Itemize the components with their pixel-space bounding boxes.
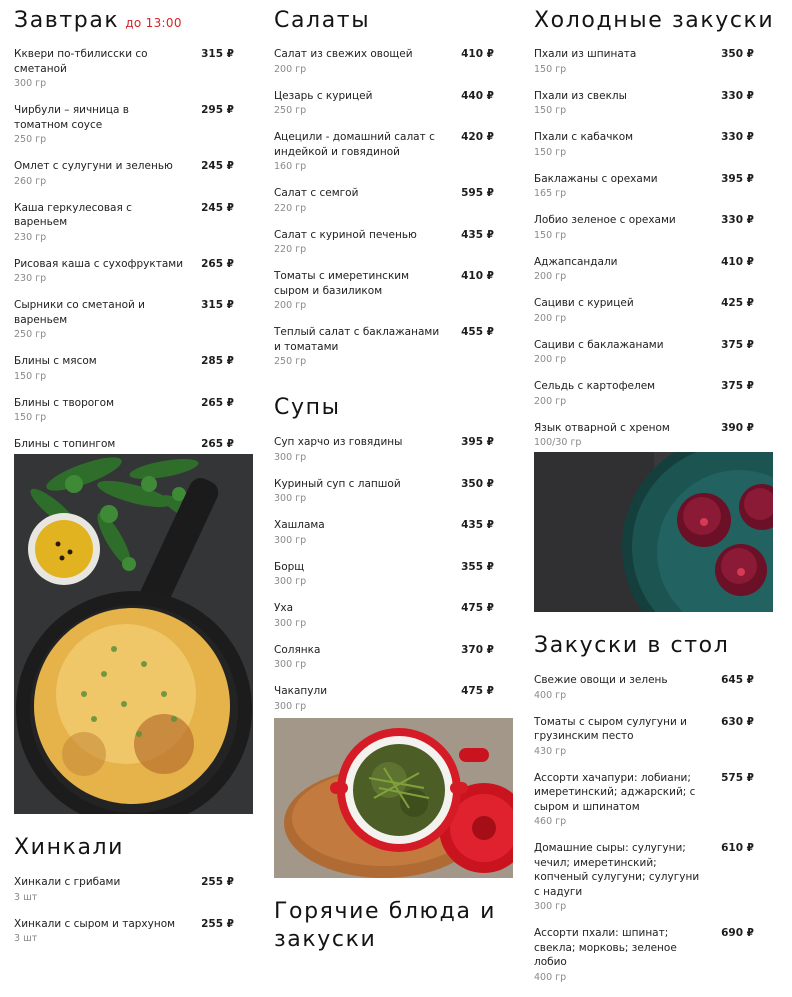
- menu-item: [274, 186, 494, 215]
- item-name: Борщ: [274, 560, 305, 573]
- item-name: Сырники со сметаной и вареньем: [14, 299, 145, 326]
- item-name: Томаты с имеретинским сыром и базиликом: [274, 270, 410, 297]
- item-name: Суп харчо из говядины: [274, 436, 403, 448]
- soups-section-title: Супы: [274, 395, 341, 420]
- table-snacks-items: [534, 673, 754, 997]
- item-name: Рисовая каша с сухофруктами: [14, 257, 184, 270]
- item-price: 645 ₽: [721, 674, 754, 686]
- menu-item: [534, 771, 754, 829]
- item-price: 410 ₽: [461, 270, 494, 282]
- item-price: 390 ₽: [721, 421, 754, 434]
- item-price: 375 ₽: [721, 338, 754, 351]
- item-price: 330 ₽: [721, 131, 754, 143]
- menu-item: [534, 841, 754, 913]
- item-name: Сациви с баклажанами: [534, 338, 664, 351]
- menu-item: [534, 89, 754, 118]
- item-price: 350 ₽: [461, 477, 494, 490]
- menu-item: [14, 917, 234, 946]
- item-name: Пхали из свеклы: [534, 89, 627, 102]
- item-name: Блины с мясом: [14, 355, 97, 367]
- menu-item: [14, 354, 234, 383]
- item-weight: 300 гр: [274, 617, 307, 629]
- item-weight: 300 гр: [274, 534, 307, 546]
- cold-snacks-items: [534, 47, 754, 462]
- breakfast-time-note: до 13:00: [125, 16, 182, 30]
- pkhali-plate-illustration: [534, 452, 773, 612]
- item-weight: 430 гр: [534, 745, 567, 757]
- item-price: 610 ₽: [721, 842, 754, 854]
- item-weight: 150 гр: [534, 63, 567, 75]
- menu-item: [14, 47, 234, 90]
- item-name: Хинкали с сыром и тархуном: [14, 917, 176, 930]
- item-weight: 250 гр: [14, 134, 47, 145]
- item-weight: 220 гр: [274, 244, 307, 255]
- menu-item: [14, 159, 234, 188]
- item-price: 315 ₽: [201, 48, 234, 60]
- item-name: Каша геркулесовая с вареньем: [14, 201, 132, 228]
- item-weight: 300 гр: [274, 700, 307, 712]
- item-price: 395 ₽: [721, 172, 754, 185]
- salads-section-title: Салаты: [274, 8, 371, 33]
- item-price: 575 ₽: [721, 771, 754, 784]
- item-name: Уха: [274, 602, 294, 614]
- item-price: 475 ₽: [461, 685, 494, 697]
- table-snacks-section-title: Закуски в стол: [534, 633, 730, 658]
- menu-item: [274, 518, 494, 547]
- item-price: 265 ₽: [201, 396, 234, 409]
- menu-item: [14, 201, 234, 244]
- item-weight: 230 гр: [14, 273, 47, 284]
- item-weight: 200 гр: [274, 63, 307, 75]
- menu-item: [274, 560, 494, 589]
- menu-item: [14, 257, 234, 286]
- salads-items: [274, 47, 494, 381]
- item-name: Сациви с курицей: [534, 297, 634, 309]
- item-weight: 150 гр: [14, 370, 47, 382]
- item-name: Салат из свежих овощей: [274, 48, 413, 60]
- menu-item: [534, 213, 754, 242]
- item-price: 475 ₽: [461, 602, 494, 614]
- item-name: Блины с топингом: [14, 438, 116, 450]
- item-weight: 250 гр: [14, 329, 47, 340]
- breakfast-title-text: Завтрак: [14, 8, 120, 33]
- item-weight: 400 гр: [534, 971, 567, 983]
- menu-item: [14, 298, 234, 341]
- item-price: 330 ₽: [721, 214, 754, 226]
- item-weight: 260 гр: [14, 175, 47, 187]
- menu-item: [534, 255, 754, 284]
- menu-item: [274, 47, 494, 76]
- menu-item: [14, 875, 234, 904]
- item-price: 425 ₽: [721, 297, 754, 309]
- item-name: Цезарь с курицей: [274, 89, 373, 102]
- item-price: 370 ₽: [461, 643, 494, 656]
- item-weight: 150 гр: [534, 105, 567, 116]
- item-price: 255 ₽: [201, 876, 234, 888]
- item-price: 350 ₽: [721, 48, 754, 60]
- item-name: Пхали из шпината: [534, 48, 637, 60]
- item-weight: 230 гр: [14, 231, 47, 243]
- item-weight: 150 гр: [534, 229, 567, 241]
- item-weight: 3 шт: [14, 891, 38, 903]
- omelette-skillet-illustration: [14, 454, 253, 814]
- item-weight: 250 гр: [274, 105, 307, 116]
- item-price: 455 ₽: [461, 326, 494, 338]
- item-name: Куриный суп с лапшой: [274, 477, 401, 490]
- menu-item: [274, 684, 494, 713]
- menu-item: [534, 338, 754, 367]
- menu-item: [534, 715, 754, 758]
- menu-item: [274, 228, 494, 257]
- omelette-skillet-photo: [14, 454, 253, 814]
- item-weight: 200 гр: [534, 271, 567, 282]
- item-price: 410 ₽: [721, 255, 754, 268]
- menu-item: [274, 269, 494, 312]
- item-name: Ацецили - домашний салат с индейкой и говядиной: [274, 131, 435, 158]
- item-price: 690 ₽: [721, 927, 754, 939]
- item-weight: 300 гр: [534, 901, 567, 912]
- item-weight: 165 гр: [534, 188, 567, 199]
- breakfast-items: [14, 47, 234, 479]
- item-price: 330 ₽: [721, 89, 754, 102]
- item-price: 265 ₽: [201, 438, 234, 450]
- cold-snacks-section-title: Холодные закуски: [534, 8, 775, 33]
- item-weight: 300 гр: [274, 659, 307, 670]
- item-name: Чакапули: [274, 685, 328, 697]
- item-name: Ассорти пхали: шпинат; свекла; морковь; зеленое лобио: [534, 927, 677, 968]
- item-name: Сельдь с картофелем: [534, 380, 656, 392]
- item-price: 315 ₽: [201, 299, 234, 311]
- khinkali-section-title: Хинкали: [14, 835, 125, 860]
- menu-item: [14, 103, 234, 146]
- menu-item: [274, 435, 494, 464]
- item-price: 245 ₽: [201, 201, 234, 214]
- menu-item: [274, 325, 494, 368]
- item-weight: 150 гр: [534, 146, 567, 158]
- item-price: 355 ₽: [461, 560, 494, 573]
- menu-item: [534, 296, 754, 325]
- khinkali-items: [14, 875, 234, 958]
- item-name: Солянка: [274, 643, 321, 656]
- item-price: 395 ₽: [461, 436, 494, 448]
- item-name: Чирбули – яичница в томатном соусе: [14, 104, 129, 131]
- item-weight: 3 шт: [14, 933, 38, 944]
- menu-item: [274, 643, 494, 672]
- item-price: 435 ₽: [461, 519, 494, 531]
- item-weight: 300 гр: [274, 451, 307, 463]
- item-weight: 400 гр: [534, 689, 567, 701]
- breakfast-section-title: [14, 7, 182, 37]
- item-name: Свежие овощи и зелень: [534, 674, 668, 686]
- item-weight: 150 гр: [14, 412, 47, 423]
- item-name: Кквери по-тбилисски со сметаной: [14, 48, 148, 75]
- item-name: Язык отварной с хреном: [534, 421, 670, 434]
- item-weight: 300 гр: [14, 78, 47, 89]
- menu-item: [534, 130, 754, 159]
- item-price: 410 ₽: [461, 48, 494, 60]
- item-name: Пхали с кабачком: [534, 131, 634, 143]
- item-name: Хинкали с грибами: [14, 876, 121, 888]
- item-name: Хашлама: [274, 519, 325, 531]
- item-name: Аджапсандали: [534, 255, 618, 268]
- item-price: 255 ₽: [201, 917, 234, 930]
- item-weight: 460 гр: [534, 816, 567, 827]
- item-weight: 200 гр: [534, 312, 567, 324]
- item-name: Блины с творогом: [14, 396, 115, 409]
- menu-item: [534, 673, 754, 702]
- menu-item: [534, 47, 754, 76]
- item-price: 295 ₽: [201, 104, 234, 116]
- item-weight: 200 гр: [534, 354, 567, 365]
- item-weight: 160 гр: [274, 161, 307, 172]
- item-name: Лобио зеленое с орехами: [534, 214, 676, 226]
- green-soup-pot-photo: [274, 718, 513, 878]
- item-weight: 250 гр: [274, 356, 307, 367]
- item-price: 375 ₽: [721, 380, 754, 392]
- item-name: Томаты с сыром сулугуни и грузинским песто: [534, 715, 687, 742]
- item-name: Ассорти хачапури: лобиани; имеретинский; аджарский; с сыром и шпинатом: [534, 771, 696, 813]
- item-price: 285 ₽: [201, 355, 234, 367]
- hot-dishes-section-title: Горячие блюда и закуски: [274, 899, 497, 952]
- item-weight: 300 гр: [274, 493, 307, 504]
- item-weight: 200 гр: [274, 300, 307, 311]
- item-name: Домашние сыры: сулугуни; чечил; имеретинский; копченый сулугуни; сулугуни с надуги: [534, 842, 700, 898]
- menu-item: [534, 421, 754, 450]
- pkhali-plate-photo: [534, 452, 773, 612]
- menu-item: [274, 89, 494, 118]
- item-price: 245 ₽: [201, 160, 234, 172]
- item-price: 595 ₽: [461, 187, 494, 199]
- menu-item: [274, 130, 494, 173]
- menu-item: [274, 601, 494, 630]
- menu-item: [274, 477, 494, 506]
- item-name: Теплый салат с баклажанами и томатами: [274, 326, 440, 353]
- item-name: Салат с семгой: [274, 187, 359, 199]
- menu-item: [14, 396, 234, 425]
- item-price: 630 ₽: [721, 715, 754, 728]
- item-price: 420 ₽: [461, 131, 494, 143]
- item-price: 265 ₽: [201, 257, 234, 270]
- item-weight: 300 гр: [274, 576, 307, 587]
- item-weight: 220 гр: [274, 202, 307, 214]
- item-name: Салат с куриной печенью: [274, 228, 417, 241]
- item-price: 440 ₽: [461, 89, 494, 102]
- item-price: 435 ₽: [461, 228, 494, 241]
- item-name: Омлет с сулугуни и зеленью: [14, 160, 173, 172]
- item-weight: 200 гр: [534, 395, 567, 407]
- menu-item: [534, 172, 754, 201]
- menu-item: [534, 379, 754, 408]
- green-soup-illustration: [274, 718, 513, 878]
- item-name: Баклажаны с орехами: [534, 172, 658, 185]
- menu-item: [534, 926, 754, 984]
- soups-items: [274, 435, 494, 726]
- item-weight: 100/30 гр: [534, 437, 582, 448]
